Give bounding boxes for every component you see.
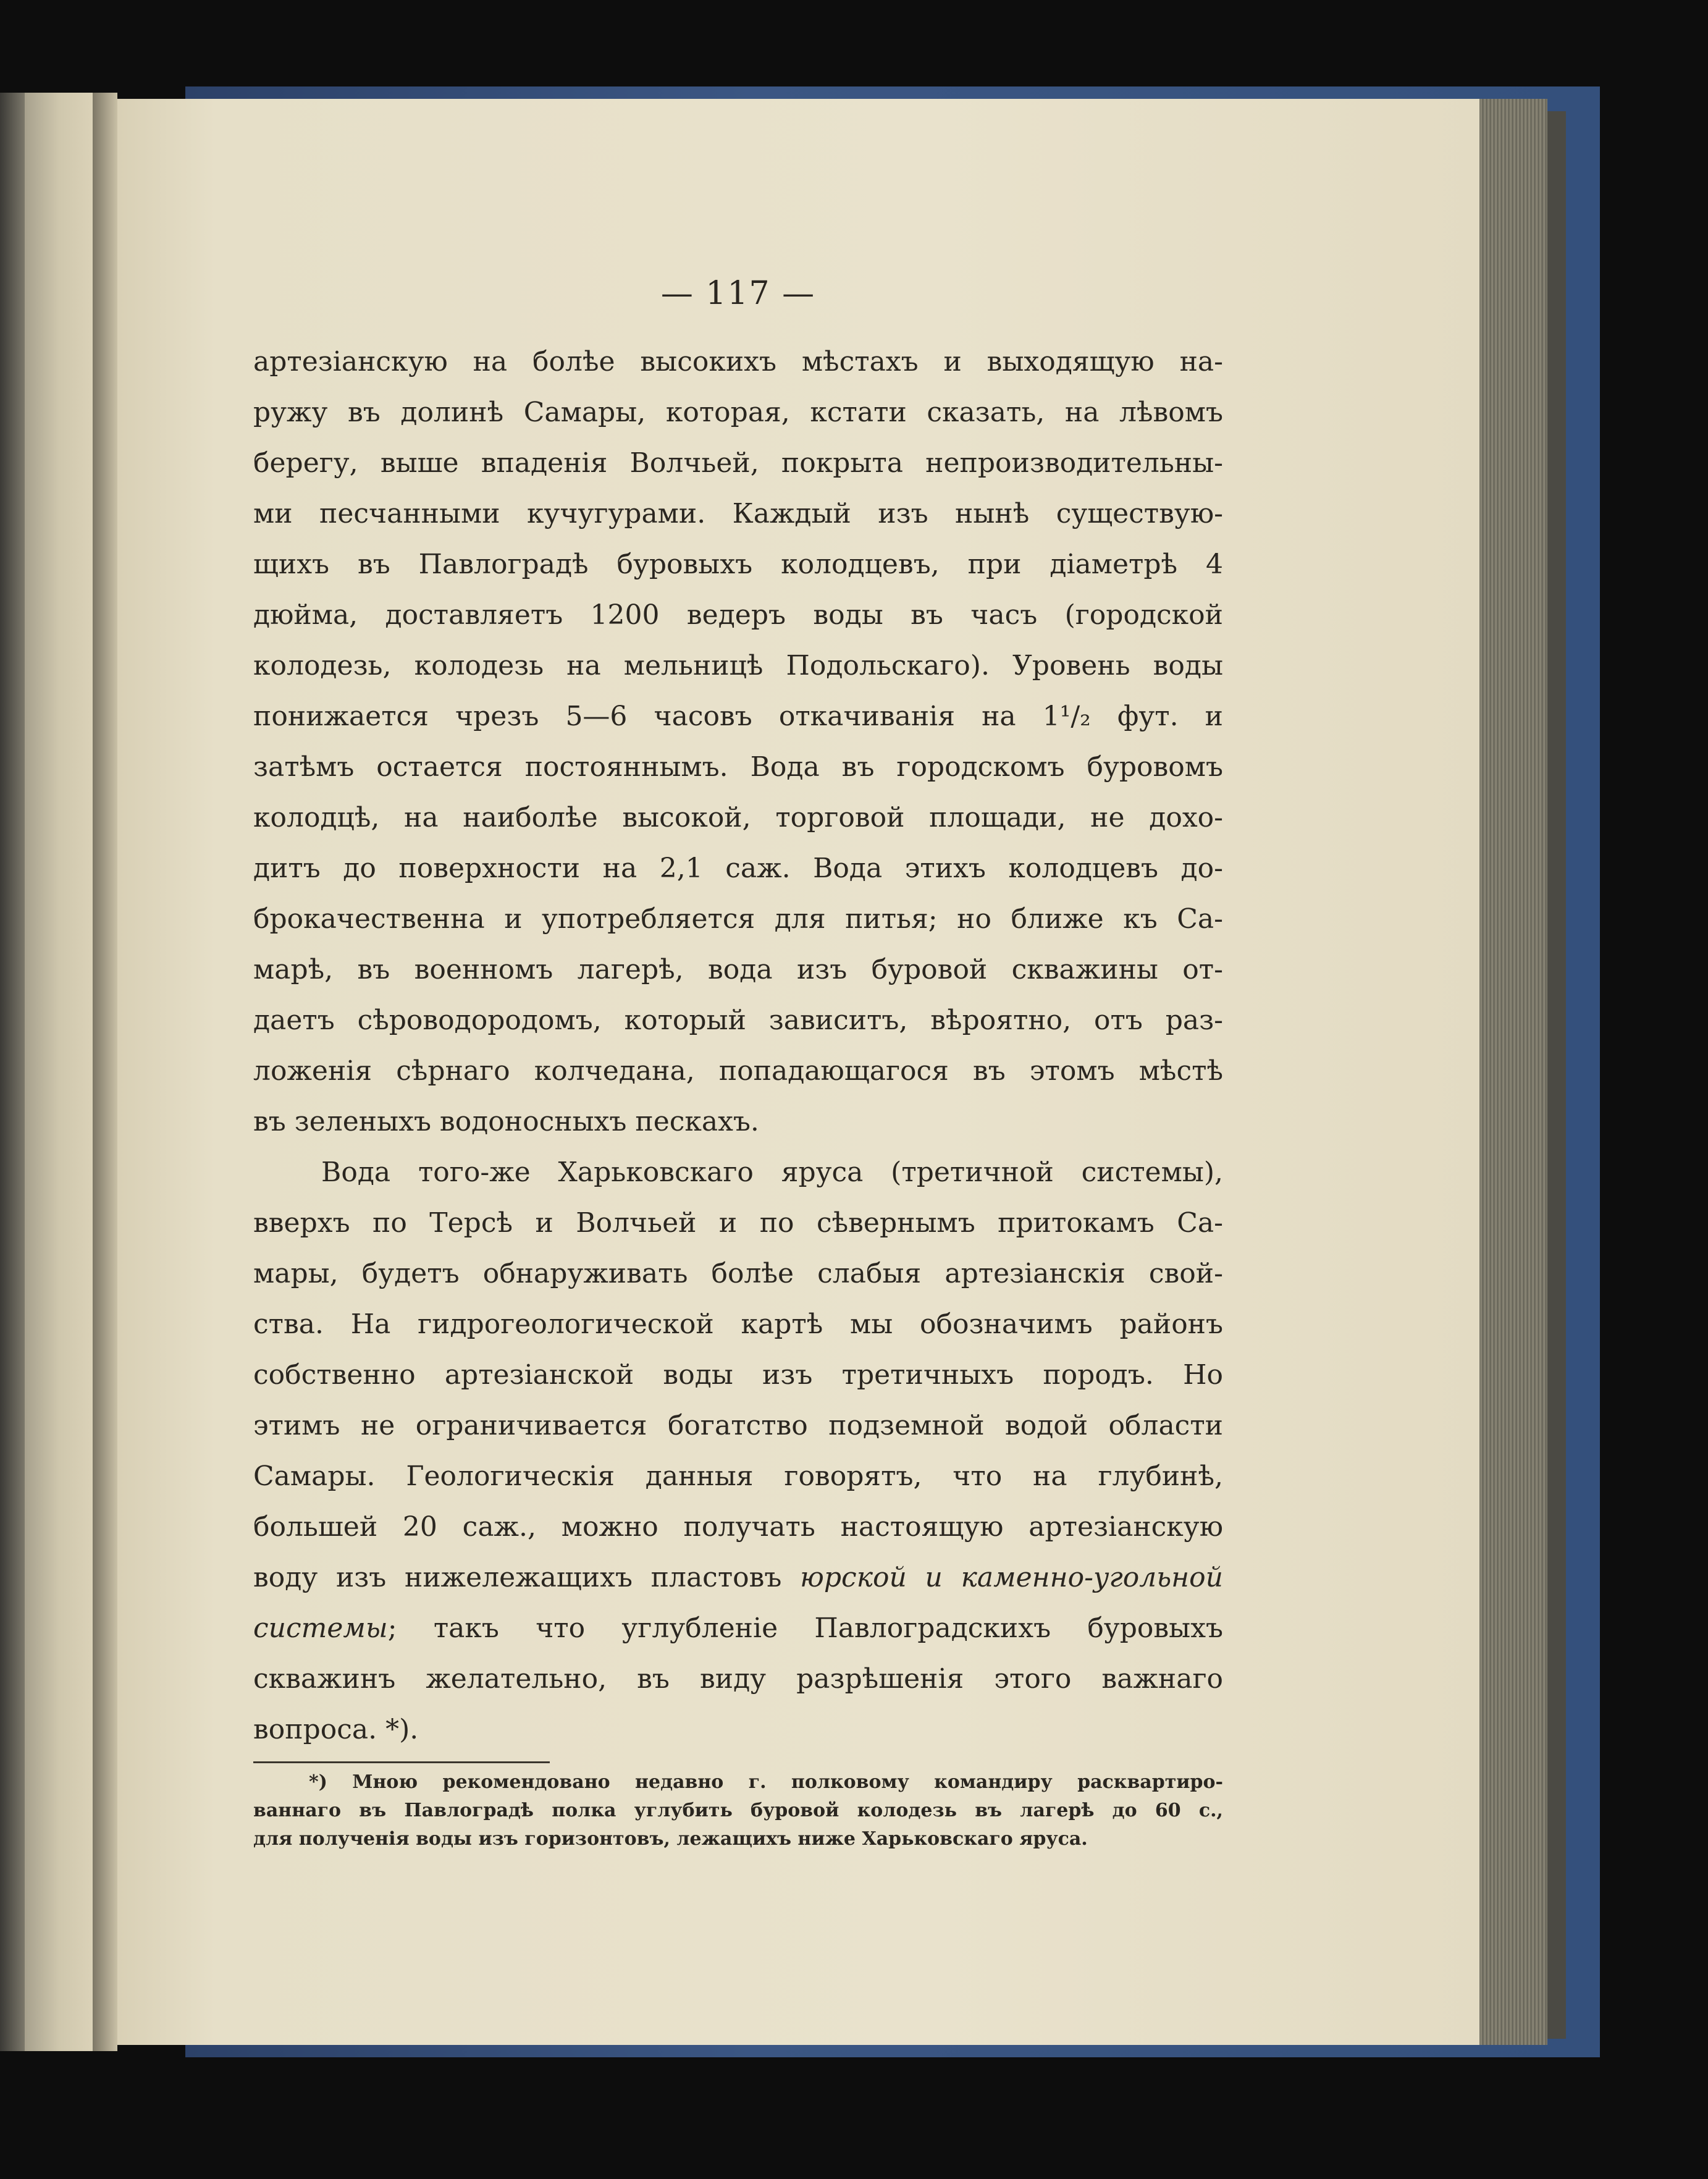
footnote-line: для полученія воды изъ горизонтовъ, лежащихъ ниже Харьковскаго яруса. (253, 1828, 1088, 1850)
text-line: собственно артезіанской воды изъ третичныхъ породъ. Но (253, 1359, 1223, 1391)
text-line: затѣмъ остается постояннымъ. Вода въ городскомъ буровомъ (253, 751, 1223, 783)
text-line: скважинъ желательно, въ виду разрѣшенія этого важнаго (253, 1663, 1223, 1695)
page-block-edge (1479, 99, 1547, 2045)
text-line: ми песчанными кучугурами. Каждый изъ нынѣ существую- (253, 498, 1223, 529)
footnote-line: ваннаго въ Павлоградѣ полка углубить буровой колодезь въ лагерѣ до 60 с., (253, 1800, 1223, 1821)
text-line: дитъ до поверхности на 2,1 саж. Вода этихъ колодцевъ до- (253, 853, 1223, 884)
text-line: щихъ въ Павлоградѣ буровыхъ колодцевъ, при діаметрѣ 4 (253, 549, 1223, 580)
page-text-area (253, 275, 1223, 1853)
text-line: мары, будетъ обнаруживать болѣе слабыя артезіанскія свой- (253, 1258, 1223, 1289)
text-line: брокачественна и употребляется для питья; но ближе къ Са- (253, 903, 1223, 935)
footnote (253, 1768, 1223, 1853)
text-line: артезіанскую на болѣе высокихъ мѣстахъ и выходящую на- (253, 346, 1223, 377)
text-fragment: воду изъ нижележащихъ пластовъ (253, 1562, 801, 1593)
emphasized-text: системы (253, 1612, 388, 1644)
text-line: Вода того-же Харьковскаго яруса (третичной системы), (321, 1157, 1223, 1188)
text-line: вопроса. *). (253, 1714, 419, 1745)
text-line: въ зеленыхъ водоносныхъ пескахъ. (253, 1106, 759, 1137)
text-line: даетъ сѣроводородомъ, который зависитъ, вѣроятно, отъ раз- (253, 1005, 1223, 1036)
text-line: вверхъ по Терсѣ и Волчьей и по сѣвернымъ притокамъ Са- (253, 1207, 1223, 1239)
footnote-divider (253, 1761, 550, 1763)
text-line: Самары. Геологическія данныя говорятъ, что на глубинѣ, (253, 1460, 1223, 1492)
text-line: ружу въ долинѣ Самары, которая, кстати сказать, на лѣвомъ (253, 397, 1223, 428)
text-line: марѣ, въ военномъ лагерѣ, вода изъ буровой скважины от- (253, 954, 1223, 985)
text-line: дюйма, доставляетъ 1200 ведеръ воды въ часъ (городской (253, 599, 1223, 631)
text-line: понижается чрезъ 5—6 часовъ откачиванія на 1¹/₂ фут. и (253, 701, 1223, 732)
text-line: колодцѣ, на наиболѣе высокой, торговой площади, не дохо- (253, 802, 1223, 833)
paragraph-2 (253, 1147, 1223, 1755)
text-line: ства. На гидрогеологической картѣ мы обозначимъ районъ (253, 1309, 1223, 1340)
text-line: берегу, выше впаденія Волчьей, покрыта непроизводительны- (253, 447, 1223, 479)
text-line: колодезь, колодезь на мельницѣ Подольскаго). Уровень воды (253, 650, 1223, 681)
emphasized-text: юрской и каменно-угольной (800, 1562, 1223, 1593)
text-fragment: ; такъ что углубленіе Павлоградскихъ буровыхъ (387, 1612, 1223, 1644)
page-gutter (93, 93, 117, 2051)
text-line: ложенія сѣрнаго колчедана, попадающагося въ этомъ мѣстѣ (253, 1055, 1223, 1087)
text-line-with-emphasis (253, 1553, 1223, 1603)
page-number: — 117 — (660, 275, 816, 312)
text-line: этимъ не ограничивается богатство подземной водой области (253, 1410, 1223, 1441)
text-line-with-emphasis (253, 1603, 1223, 1654)
previous-page-edge (0, 93, 25, 2051)
page-block-shadow (1547, 111, 1566, 2039)
paragraph-1 (253, 337, 1223, 1147)
text-line: большей 20 саж., можно получать настоящую артезіанскую (253, 1511, 1223, 1543)
footnote-line: *) Мною рекомендовано недавно г. полковому командиру расквартиро- (309, 1771, 1223, 1793)
